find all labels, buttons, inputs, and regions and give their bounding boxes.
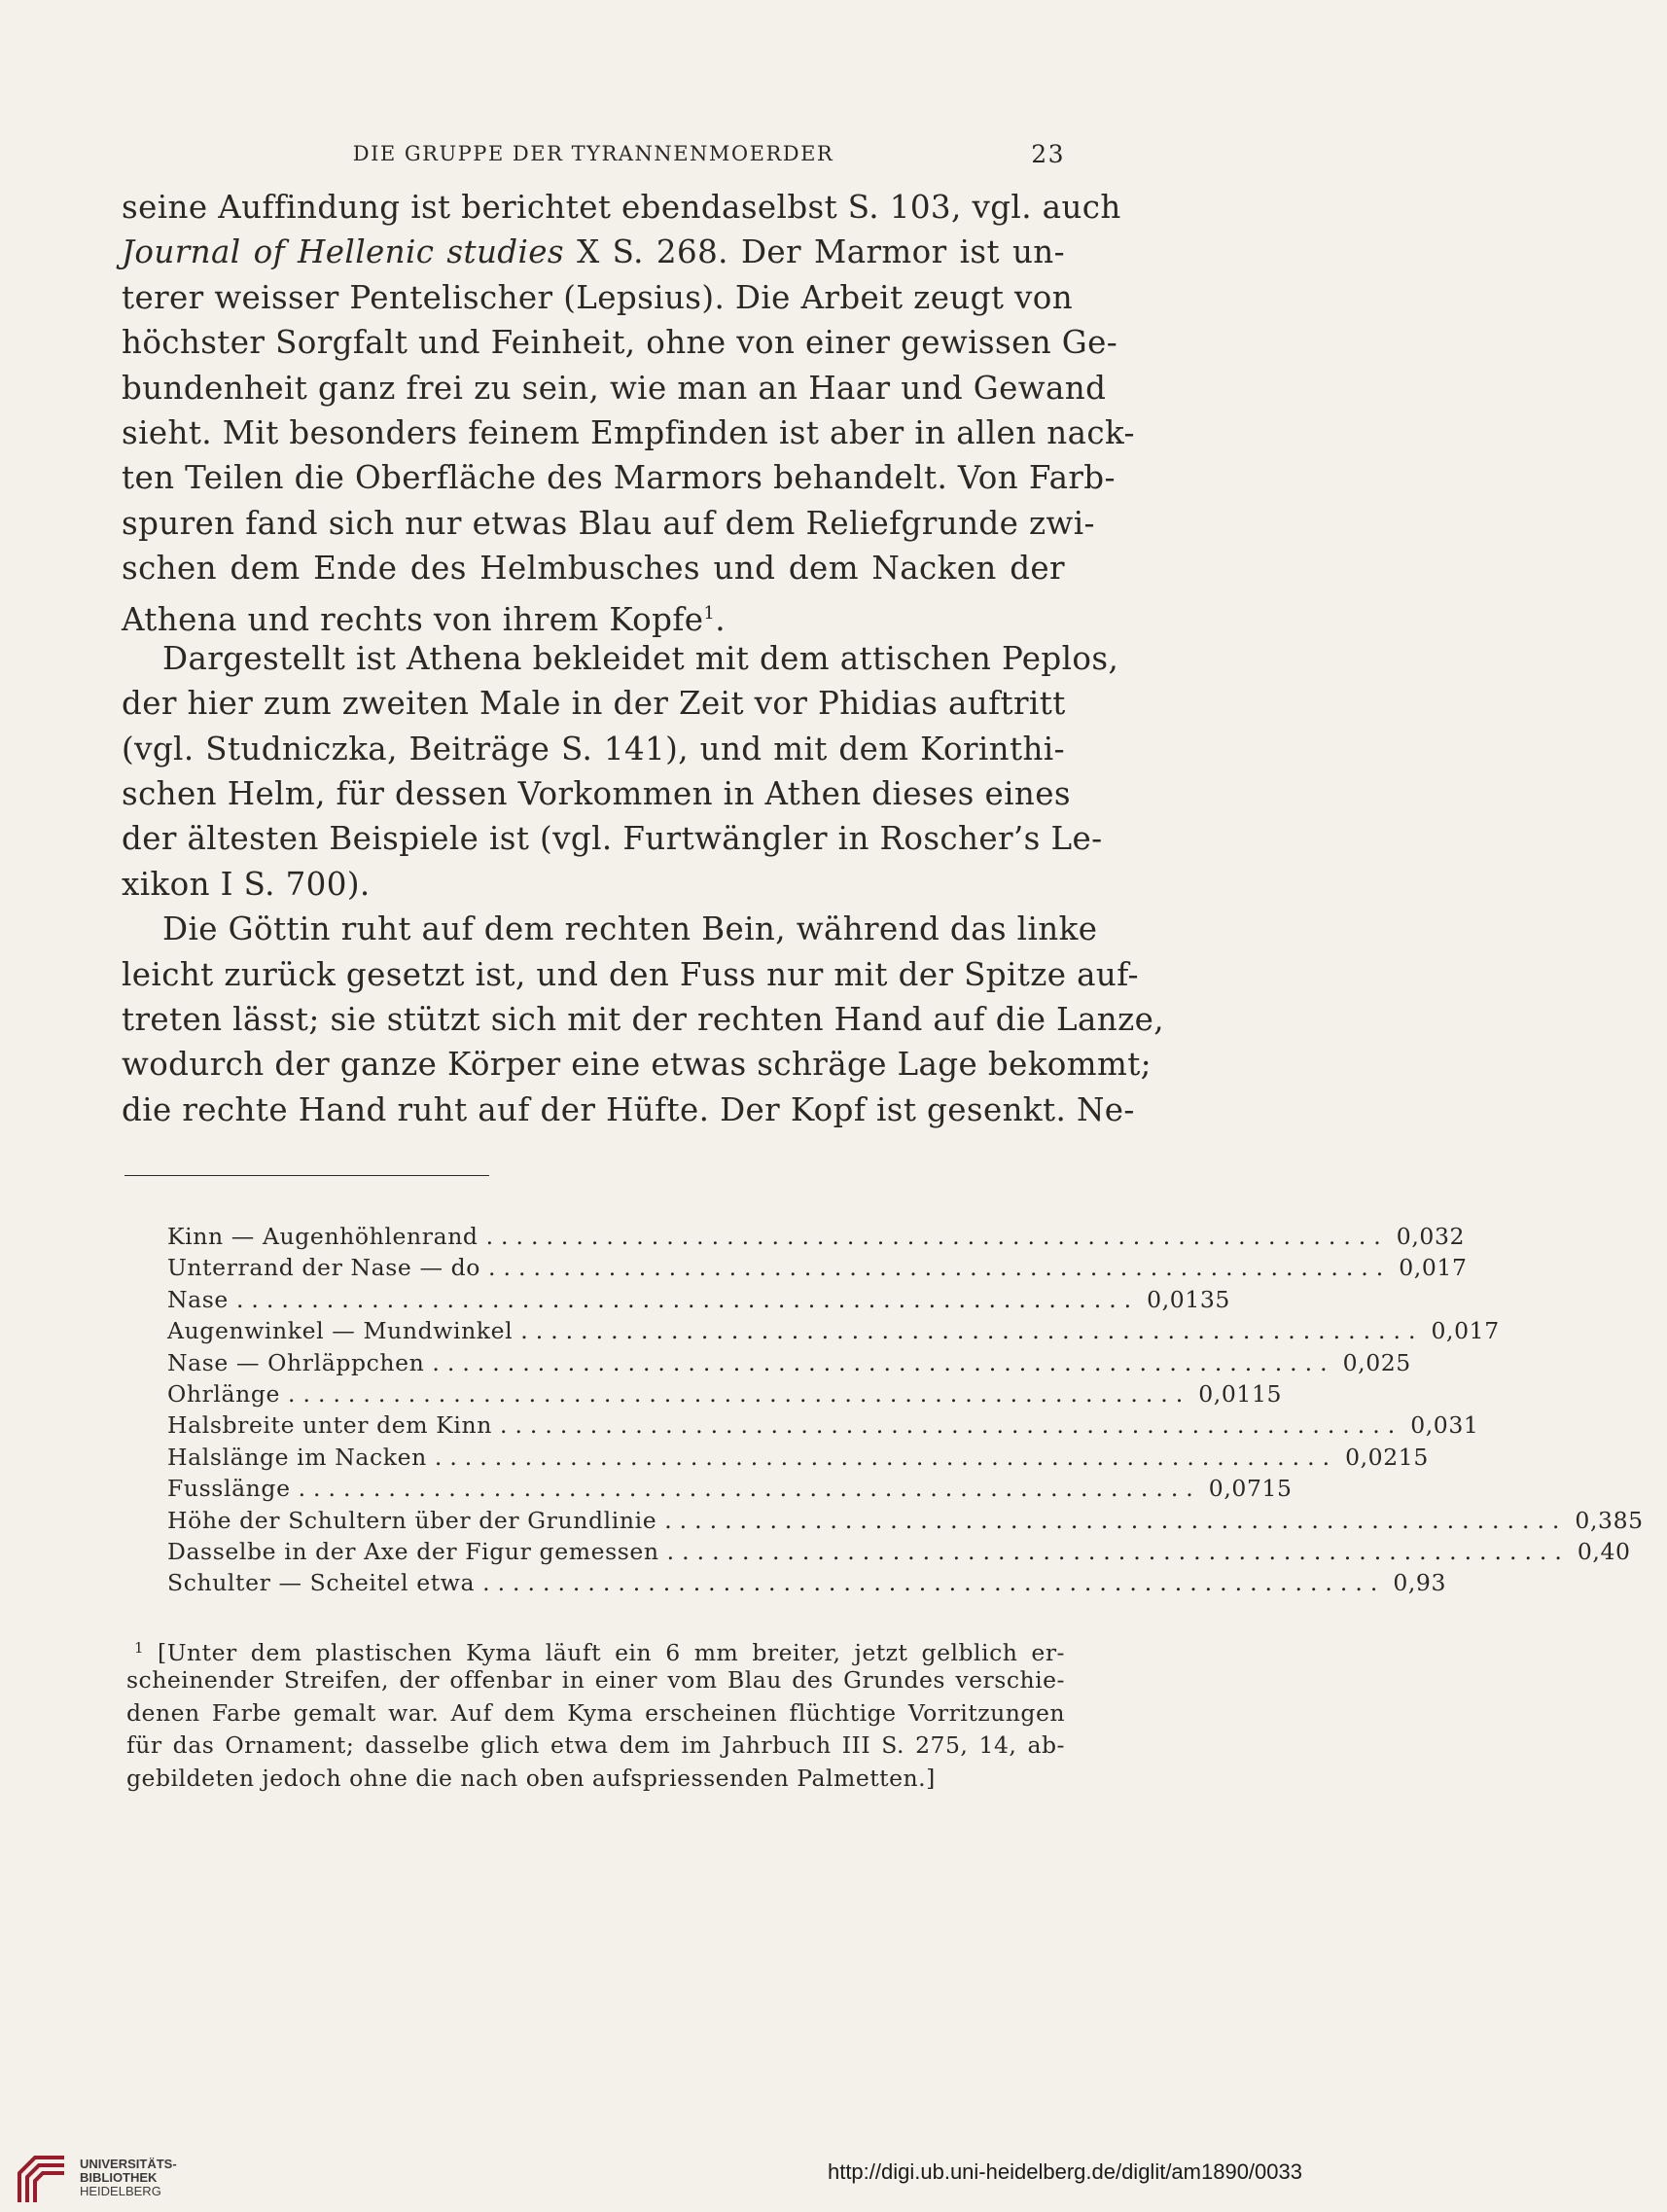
text-line: schen Helm, für dessen Vorkommen in Athen dieses eines bbox=[122, 775, 1071, 813]
measurement-row bbox=[167, 1536, 1631, 1567]
library-name-line: UNIVERSITÄTS- bbox=[80, 2157, 177, 2171]
text-line: der ältesten Beispiele ist (vgl. Furtwängler in Roscher’s Le- bbox=[122, 820, 1103, 858]
leader-dots: ............................................................ bbox=[482, 1569, 1386, 1597]
footnote-line: gebildeten jedoch ohne die nach oben aufspriessenden Palmetten.] bbox=[126, 1764, 936, 1792]
leader-dots: ............................................................ bbox=[434, 1443, 1338, 1471]
leader-dots: ............................................................ bbox=[664, 1506, 1568, 1534]
footnote-line bbox=[126, 1632, 1065, 1664]
text-line: (vgl. Studniczka, Beiträge S. 141), und mit dem Korinthi- bbox=[122, 730, 1065, 767]
library-logo-icon bbox=[14, 2152, 70, 2208]
text-line bbox=[122, 230, 1065, 274]
measurement-label: Fusslänge bbox=[167, 1475, 291, 1503]
page-number: 23 bbox=[1031, 140, 1065, 168]
footnote-reference-period: . bbox=[715, 600, 726, 638]
measurement-value: 0,0715 bbox=[1208, 1475, 1293, 1503]
footnote-line: für das Ornament; dasselbe glich etwa dem im Jahrbuch III S. 275, 14, ab- bbox=[126, 1731, 1065, 1760]
measurement-row bbox=[167, 1473, 1293, 1504]
leader-dots: ............................................................ bbox=[298, 1475, 1201, 1503]
measurement-value: 0,025 bbox=[1342, 1348, 1411, 1376]
measurement-label: Kinn — Augenhöhlenrand bbox=[167, 1223, 479, 1250]
leader-dots: ............................................................ bbox=[235, 1285, 1140, 1313]
measurement-value: 0,93 bbox=[1393, 1569, 1447, 1597]
measurement-value: 0,0115 bbox=[1198, 1379, 1283, 1408]
measurement-row bbox=[167, 1442, 1429, 1473]
measurement-row bbox=[167, 1378, 1283, 1409]
leader-dots: ............................................................ bbox=[666, 1537, 1570, 1565]
text-line: seine Auffindung ist berichtet ebendaselbst S. 103, vgl. auch bbox=[122, 189, 1121, 226]
library-name-line: BIBLIOTHEK bbox=[80, 2170, 158, 2185]
text-line: höchster Sorgfalt und Feinheit, ohne von einer gewissen Ge- bbox=[122, 324, 1118, 362]
footnote-line-text: [Unter dem plastischen Kyma läuft ein 6 mm breiter, jetzt gelblich er- bbox=[158, 1639, 1065, 1666]
measurement-value: 0,0215 bbox=[1345, 1443, 1429, 1471]
measurement-row bbox=[167, 1567, 1447, 1598]
measurement-row bbox=[167, 1284, 1230, 1315]
measurement-row bbox=[167, 1221, 1466, 1252]
text-line: terer weisser Pentelischer (Lepsius). Die Arbeit zeugt von bbox=[122, 278, 1074, 316]
source-url-link[interactable]: http://digi.ub.uni-heidelberg.de/diglit/am1890/0033 bbox=[827, 2159, 1302, 2184]
text-line: bundenheit ganz frei zu sein, wie man an Haar und Gewand bbox=[122, 369, 1107, 407]
measurement-label: Halsbreite unter dem Kinn bbox=[167, 1411, 492, 1440]
text-line bbox=[122, 591, 1065, 636]
measurement-label: Ohrlänge bbox=[167, 1379, 281, 1408]
library-name-line: HEIDELBERG bbox=[80, 2184, 161, 2198]
text-line: sieht. Mit besonders feinem Empfinden ist aber in allen nack- bbox=[122, 413, 1135, 451]
measurement-label: Höhe der Schultern über der Grundlinie bbox=[167, 1506, 657, 1534]
measurement-label: Nase bbox=[167, 1285, 229, 1313]
text-line: Dargestellt ist Athena bekleidet mit dem attischen Peplos, bbox=[162, 639, 1119, 677]
text-line: spuren fand sich nur etwas Blau auf dem Reliefgrunde zwi- bbox=[122, 504, 1095, 542]
measurement-row bbox=[167, 1315, 1500, 1346]
measurement-value: 0,032 bbox=[1396, 1223, 1466, 1250]
measurement-label: Dasselbe in der Axe der Figur gemessen bbox=[167, 1537, 659, 1565]
main-text bbox=[122, 185, 1165, 1132]
leader-dots: ............................................................ bbox=[485, 1223, 1389, 1250]
measurement-value: 0,40 bbox=[1577, 1537, 1631, 1565]
text-line: wodurch der ganze Körper eine etwas schräge Lage bekommt; bbox=[122, 1046, 1153, 1084]
measurement-row bbox=[167, 1409, 1479, 1441]
measurement-label: Augenwinkel — Mundwinkel bbox=[167, 1317, 514, 1345]
measurement-value: 0,017 bbox=[1431, 1317, 1500, 1345]
leader-dots: ............................................................ bbox=[288, 1379, 1191, 1408]
measurement-row bbox=[167, 1347, 1411, 1378]
measurement-label: Nase — Ohrläppchen bbox=[167, 1348, 425, 1376]
measurement-row bbox=[167, 1252, 1468, 1283]
leader-dots: ............................................................ bbox=[432, 1348, 1335, 1376]
page-header bbox=[122, 136, 1065, 175]
footnote-line: scheinender Streifen, der offenbar in einer vom Blau des Grundes verschie- bbox=[126, 1666, 1065, 1695]
footnote-reference: 1 bbox=[703, 602, 716, 624]
leader-dots: ............................................................ bbox=[499, 1411, 1403, 1440]
journal-title: Journal of Hellenic studies bbox=[122, 233, 565, 271]
measurement-label: Schulter — Scheitel etwa bbox=[167, 1569, 476, 1597]
paragraph-end: Athena und rechts von ihrem Kopfe bbox=[122, 600, 704, 638]
running-title: DIE GRUPPE DER TYRANNENMOERDER bbox=[352, 142, 834, 165]
text-line: ten Teilen die Oberfläche des Marmors behandelt. Von Farb- bbox=[122, 459, 1116, 497]
measurement-value: 0,017 bbox=[1399, 1254, 1468, 1282]
text-line: Die Göttin ruht auf dem rechten Bein, während das linke bbox=[162, 910, 1098, 948]
measurement-row bbox=[167, 1505, 1644, 1536]
measurement-table bbox=[167, 1221, 1644, 1599]
footnote-marker: 1 bbox=[134, 1639, 145, 1657]
text-line-rest: X S. 268. Der Marmor ist un- bbox=[577, 233, 1065, 271]
text-line: die rechte Hand ruht auf der Hüfte. Der Kopf ist gesenkt. Ne- bbox=[122, 1090, 1135, 1128]
footnote-divider bbox=[124, 1175, 489, 1176]
text-line: leicht zurück gesetzt ist, und den Fuss nur mit der Spitze auf- bbox=[122, 955, 1139, 993]
leader-dots: ............................................................ bbox=[488, 1254, 1392, 1282]
text-line: treten lässt; sie stützt sich mit der rechten Hand auf die Lanze, bbox=[122, 1001, 1165, 1039]
text-line: xikon I S. 700). bbox=[122, 865, 371, 903]
measurement-value: 0,385 bbox=[1575, 1506, 1644, 1534]
text-line: schen dem Ende des Helmbusches und dem Nacken der bbox=[122, 550, 1065, 588]
measurement-label: Halslänge im Nacken bbox=[167, 1443, 427, 1471]
footnote bbox=[126, 1632, 1065, 1795]
footnote-line: denen Farbe gemalt war. Auf dem Kyma erscheinen flüchtige Vorritzungen bbox=[126, 1698, 1065, 1727]
digitization-footer bbox=[0, 2140, 1322, 2212]
leader-dots: ............................................................ bbox=[520, 1317, 1424, 1345]
measurement-label: Unterrand der Nase — do bbox=[167, 1254, 481, 1282]
library-name bbox=[80, 2158, 177, 2198]
text-line: der hier zum zweiten Male in der Zeit vor Phidias auftritt bbox=[122, 685, 1066, 723]
measurement-value: 0,0135 bbox=[1147, 1285, 1230, 1313]
measurement-value: 0,031 bbox=[1410, 1411, 1479, 1440]
